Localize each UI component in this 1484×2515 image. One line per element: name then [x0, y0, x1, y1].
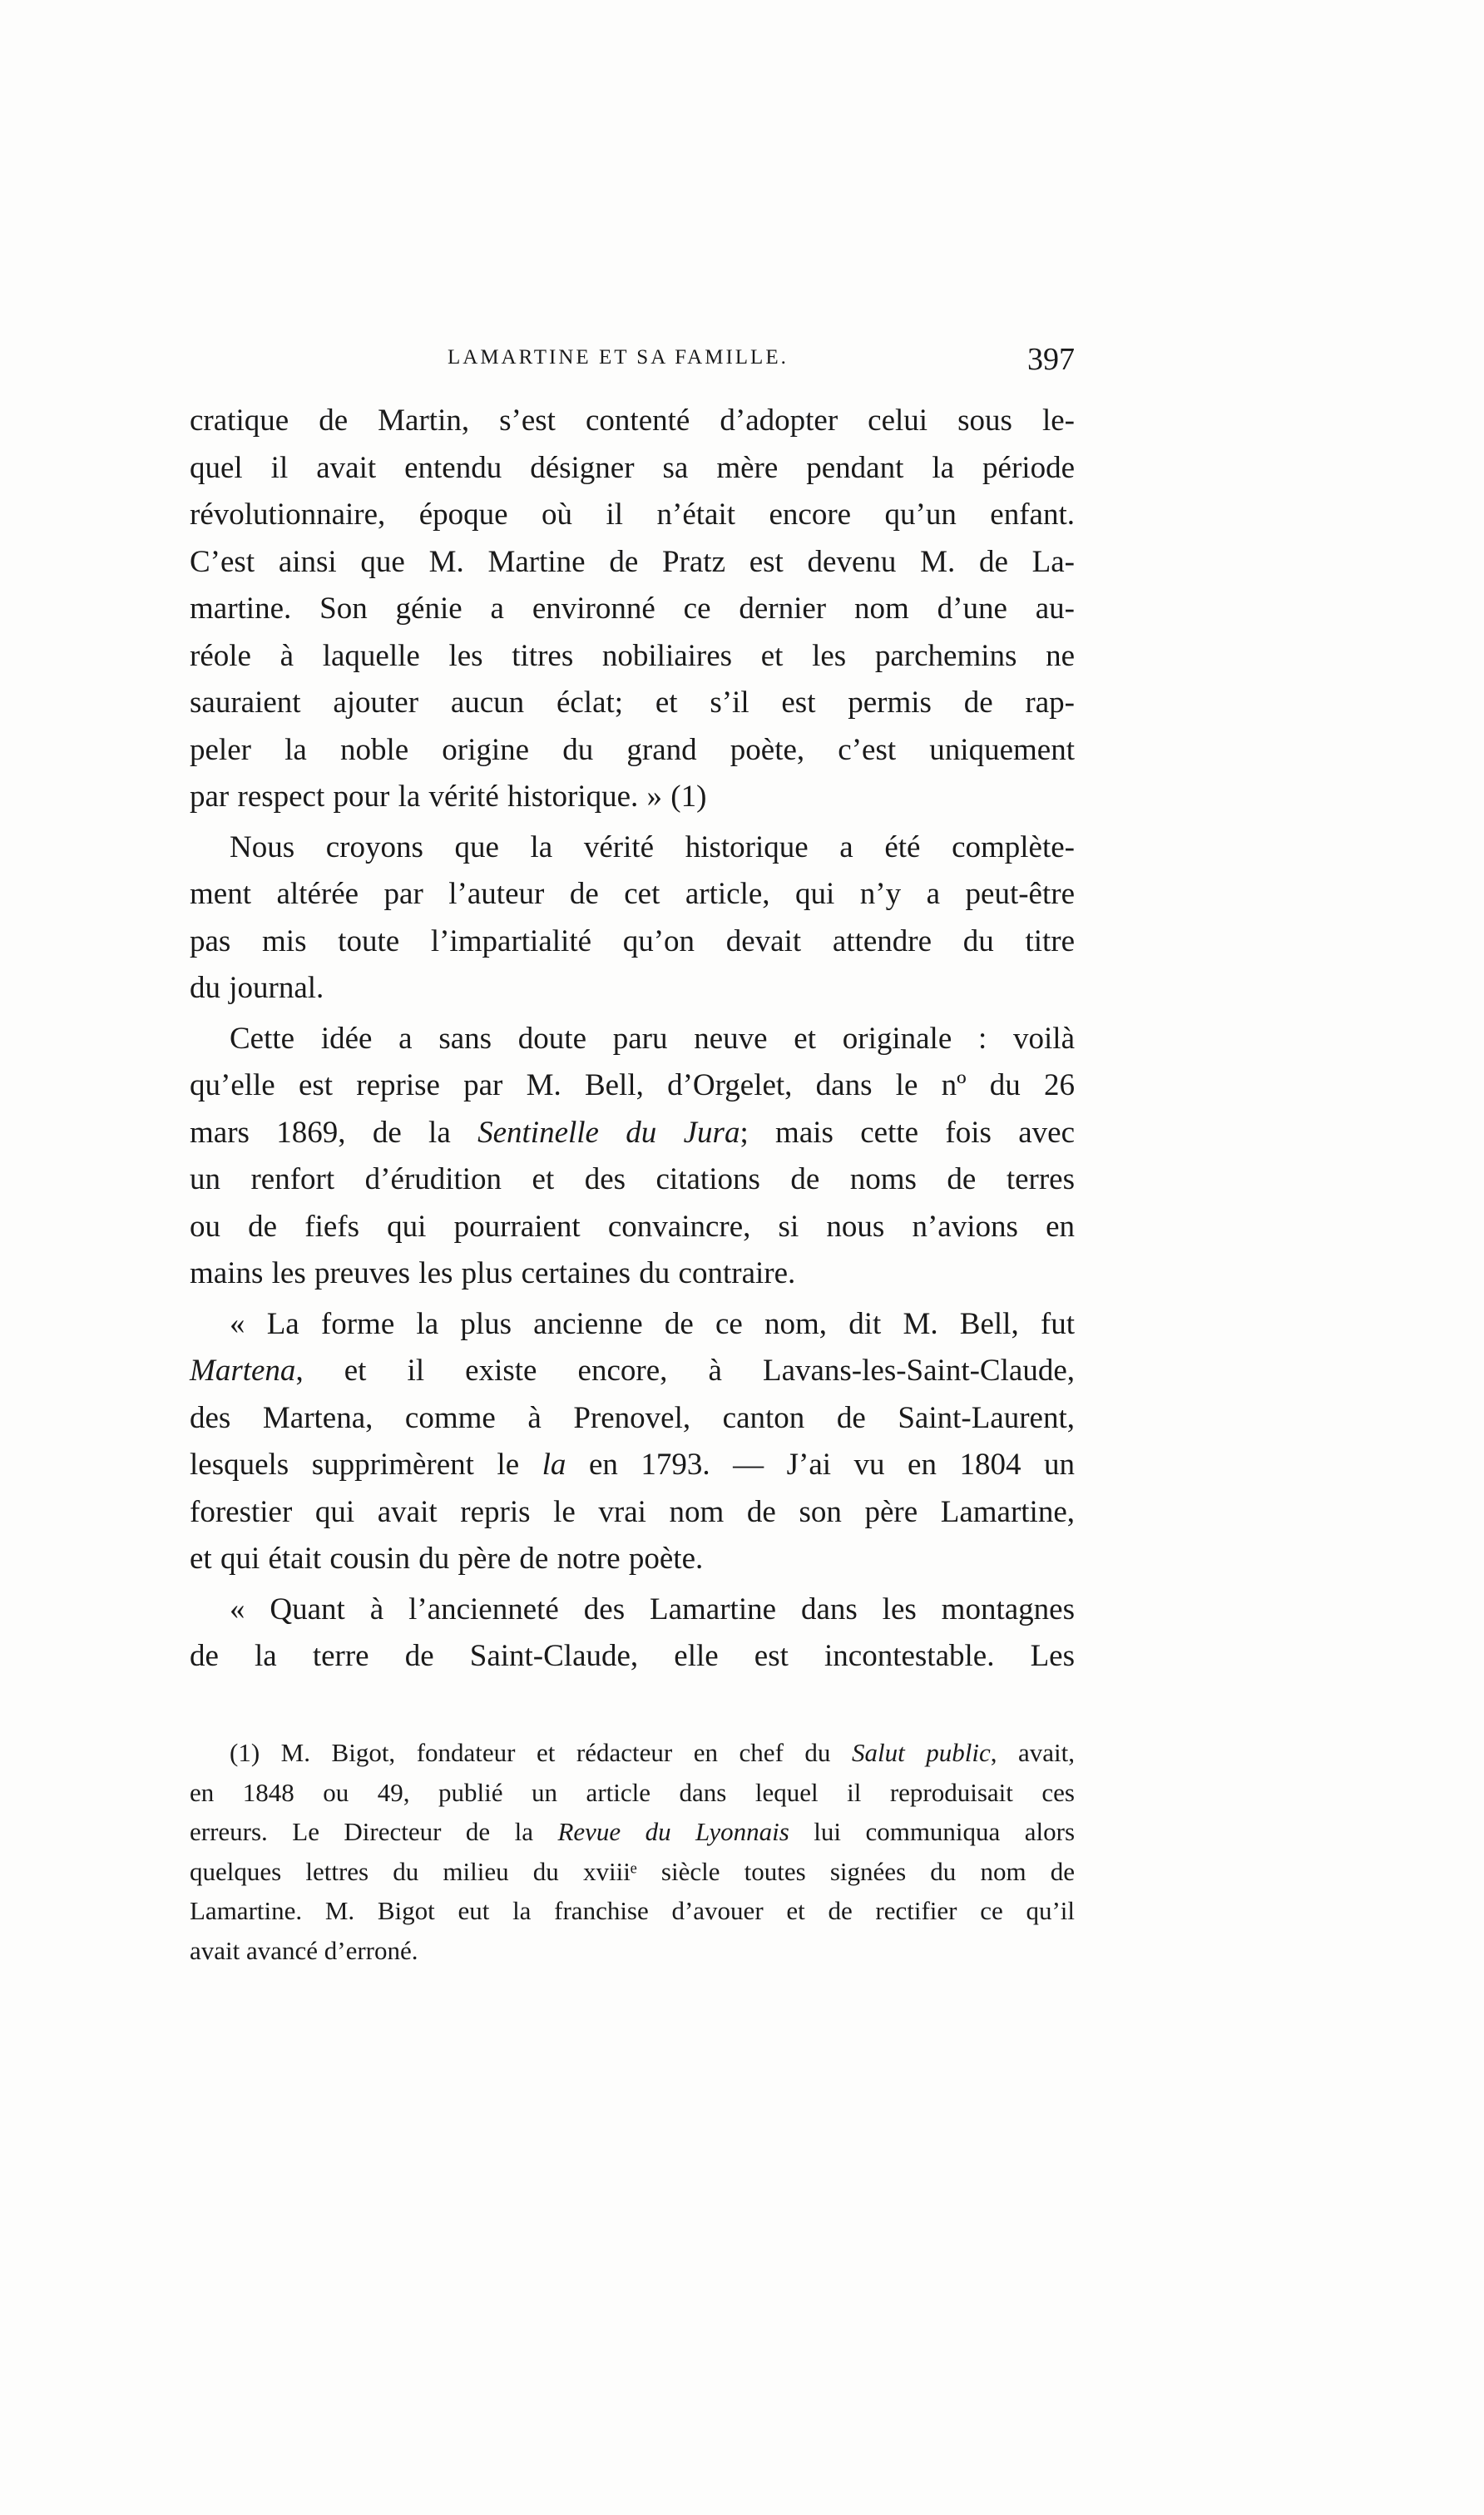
- text-line: [190, 965, 1075, 1012]
- italic-title: Revue du Lyonnais: [557, 1817, 789, 1846]
- text-segment: cratique de Martin, s’est contenté d’adopter celui sous le-: [190, 403, 1075, 438]
- text-line: [190, 1852, 1075, 1892]
- text-line: [190, 1204, 1075, 1251]
- text-line: [190, 1110, 1075, 1157]
- paragraph: [190, 824, 1075, 1012]
- text-line: [190, 1301, 1075, 1349]
- text-line: [190, 1587, 1075, 1634]
- italic-title: Salut public: [851, 1738, 991, 1767]
- text-line: [190, 445, 1075, 493]
- text-segment: (1) M. Bigot, fondateur et rédacteur en chef du: [230, 1738, 852, 1767]
- text-segment: de la terre de Saint-Claude, elle est incontestable. Les: [190, 1639, 1075, 1673]
- running-title: LAMARTINE ET SA FAMILLE.: [448, 346, 789, 369]
- text-line: [190, 871, 1075, 918]
- text-segment: pas mis toute l’impartialité qu’on devait attendre du titre: [190, 923, 1075, 958]
- text-segment: en 1848 ou 49, publié un article dans lequel il reproduisait ces: [190, 1777, 1075, 1807]
- text-line: [190, 1633, 1075, 1681]
- text-line: [190, 1733, 1075, 1773]
- text-line: [190, 680, 1075, 727]
- text-line: [190, 1773, 1075, 1813]
- text-segment: du journal.: [190, 971, 324, 1005]
- text-line: [190, 1062, 1075, 1110]
- italic-title: Sentinelle du Jura: [477, 1115, 740, 1150]
- text-line: [190, 1931, 1075, 1971]
- text-segment: erreurs. Le Directeur de la: [190, 1817, 558, 1846]
- text-segment: par respect pour la vérité historique. » (1): [190, 780, 707, 814]
- text-segment: martine. Son génie a environné ce dernier nom d’une au-: [190, 592, 1075, 626]
- footnote: [190, 1733, 1075, 1970]
- text-segment: ment altérée par l’auteur de cet article, qui n’y a peut-être: [190, 877, 1075, 911]
- text-segment: révolutionnaire, époque où il n’était encore qu’un enfant.: [190, 498, 1075, 532]
- text-line: [190, 727, 1075, 775]
- text-segment: Cette idée a sans doute paru neuve et originale : voilà: [230, 1021, 1075, 1056]
- text-line: [190, 918, 1075, 966]
- italic-title: la: [542, 1448, 566, 1482]
- text-segment: ou de fiefs qui pourraient convaincre, si nous n’avions en: [190, 1209, 1075, 1244]
- text-line: [190, 1812, 1075, 1852]
- running-head: [190, 341, 1075, 383]
- text-line: [190, 824, 1075, 872]
- text-line: [190, 1016, 1075, 1063]
- text-line: [190, 1156, 1075, 1204]
- body-text: [190, 398, 1075, 1684]
- text-segment: et qui était cousin du père de notre poète.: [190, 1542, 704, 1576]
- text-segment: C’est ainsi que M. Martine de Pratz est devenu M. de La-: [190, 544, 1075, 579]
- text-line: [190, 1348, 1075, 1395]
- text-segment: lesquels supprimèrent le: [190, 1448, 542, 1482]
- text-line: [190, 1442, 1075, 1489]
- text-line: [190, 633, 1075, 681]
- paragraph: [190, 1016, 1075, 1298]
- text-segment: qu’elle est reprise par M. Bell, d’Orgelet, dans le nº du 26: [190, 1068, 1075, 1102]
- text-segment: réole à laquelle les titres nobiliaires et les parchemins ne: [190, 638, 1075, 673]
- text-line: [190, 1395, 1075, 1443]
- text-segment: ; mais cette fois avec: [740, 1115, 1075, 1150]
- text-line: [190, 1489, 1075, 1537]
- text-segment: des Martena, comme à Prenovel, canton de Saint-Laurent,: [190, 1400, 1075, 1435]
- italic-title: Martena: [190, 1354, 296, 1388]
- text-segment: « Quant à l’ancienneté des Lamartine dans les montagnes: [230, 1592, 1075, 1626]
- paragraph: [190, 1587, 1075, 1681]
- paragraph: [190, 398, 1075, 821]
- text-segment: « La forme la plus ancienne de ce nom, dit M. Bell, fut: [230, 1306, 1075, 1341]
- text-segment: mains les preuves les plus certaines du contraire.: [190, 1256, 796, 1290]
- text-segment: peler la noble origine du grand poète, c’est uniquement: [190, 732, 1075, 767]
- text-segment: Lamartine. M. Bigot eut la franchise d’avouer et de rectifier ce qu’il: [190, 1896, 1075, 1925]
- text-line: [190, 1891, 1075, 1931]
- text-line: [190, 774, 1075, 821]
- text-segment: en 1793. — J’ai vu en 1804 un: [566, 1448, 1075, 1482]
- paragraph: [190, 1301, 1075, 1583]
- text-segment: un renfort d’érudition et des citations de noms de terres: [190, 1162, 1075, 1196]
- text-line: [190, 586, 1075, 633]
- text-segment: quel il avait entendu désigner sa mère pendant la période: [190, 450, 1075, 485]
- text-line: [190, 1536, 1075, 1583]
- text-line: [190, 492, 1075, 539]
- text-line: [190, 1250, 1075, 1298]
- text-segment: Nous croyons que la vérité historique a été complète-: [230, 829, 1075, 864]
- text-segment: , avait,: [990, 1738, 1075, 1767]
- text-segment: avait avancé d’erroné.: [190, 1935, 418, 1965]
- text-segment: lui communiqua alors: [789, 1817, 1076, 1846]
- text-line: [190, 398, 1075, 445]
- text-line: [190, 539, 1075, 587]
- text-segment: sauraient ajouter aucun éclat; et s’il est permis de rap-: [190, 686, 1075, 720]
- text-segment: quelques lettres du milieu du xviiiᵉ siècle toutes signées du nom de: [190, 1856, 1075, 1886]
- text-segment: , et il existe encore, à Lavans-les-Saint-Claude,: [295, 1354, 1075, 1388]
- text-segment: mars 1869, de la: [190, 1115, 478, 1150]
- text-segment: forestier qui avait repris le vrai nom de son père Lamartine,: [190, 1494, 1075, 1529]
- page-number: 397: [1027, 342, 1075, 377]
